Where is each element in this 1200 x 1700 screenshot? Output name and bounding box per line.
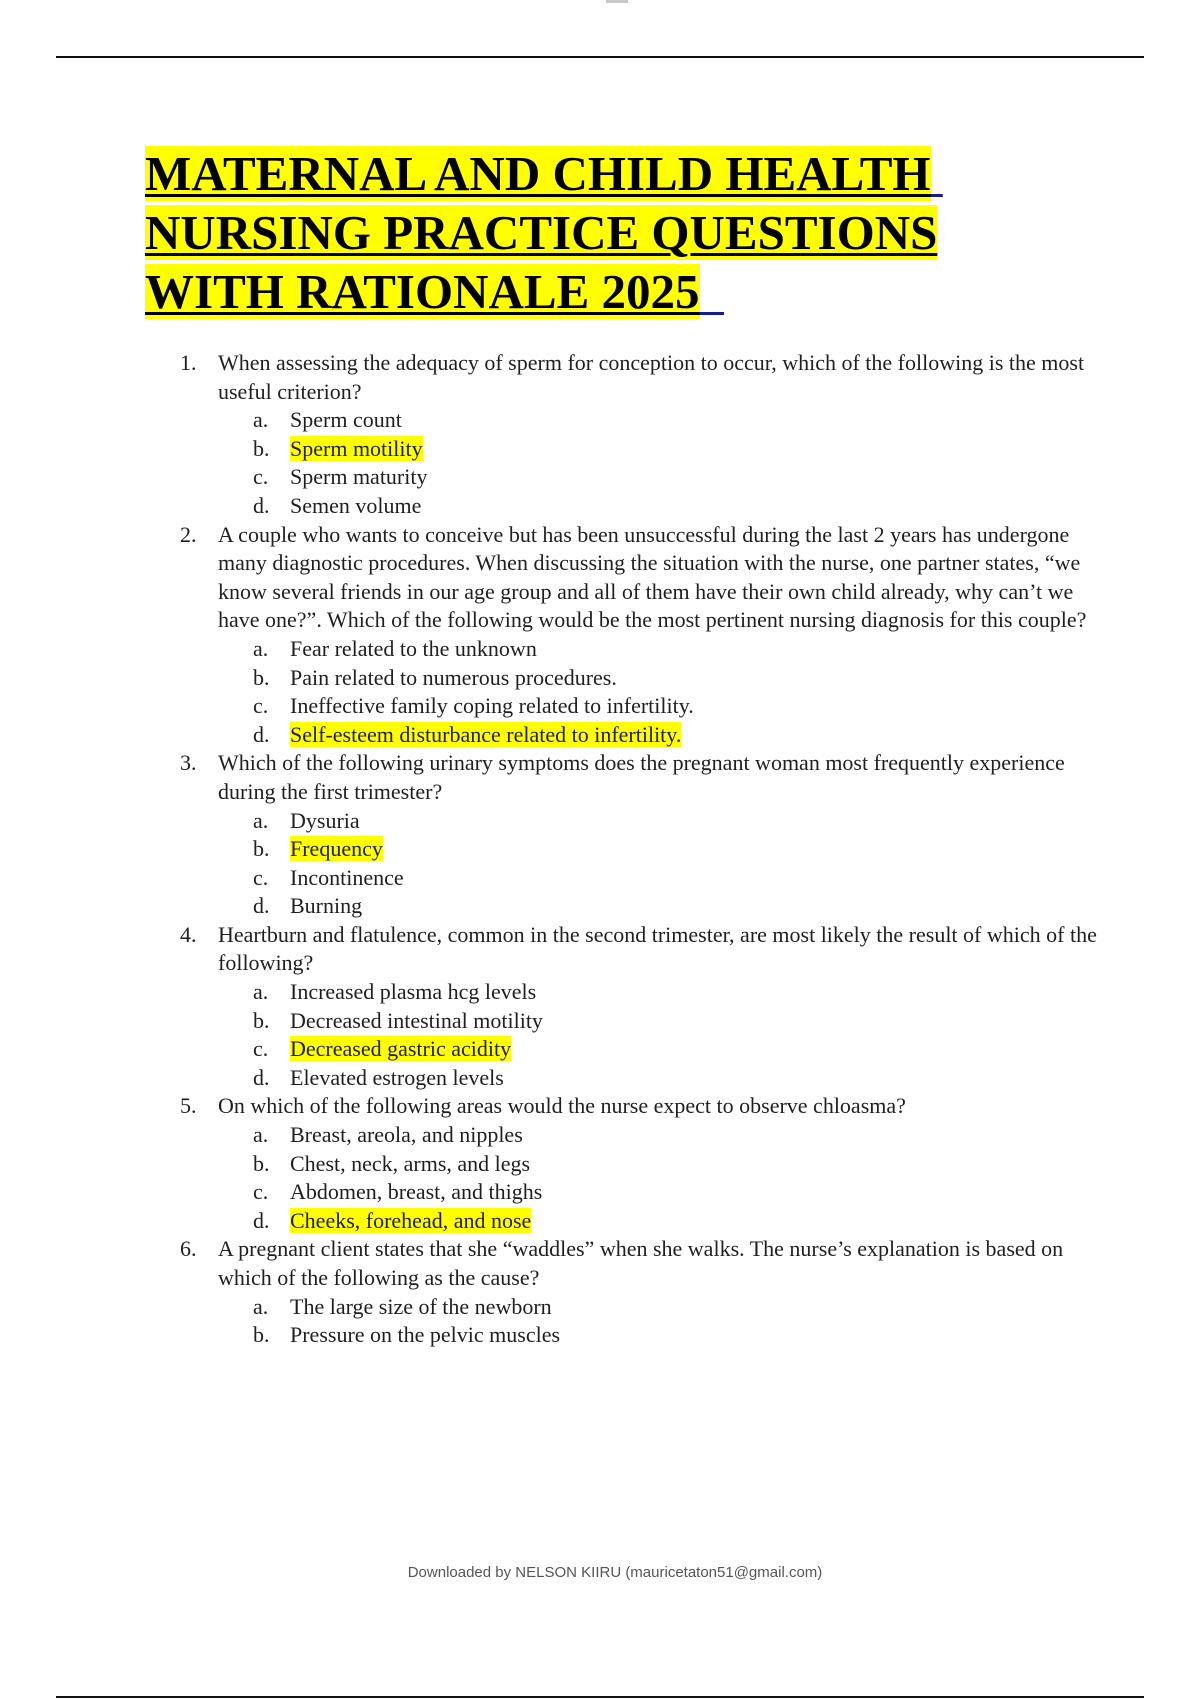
highlighted-answer: Frequency [290,836,383,862]
option-text: Breast, areola, and nipples [290,1122,523,1148]
highlighted-answer: Decreased gastric acidity [290,1036,512,1062]
option-list [218,978,1100,1092]
question-list [180,349,1100,1350]
option-a: a. The large size of the newborn [253,1293,552,1319]
question-number: 1. [180,350,197,375]
page-top-marker [606,0,628,3]
option-b-answer: b. Frequency [253,836,383,862]
question-text: A couple who wants to conceive but has been unsuccessful during the last 2 years has undergone many diagnostic procedures. When discussing the situation with the nurse, one partner states, “we know several friends in our age group and all of them have their own child already, why can’t we have one?”. Which of the following would be the most pertinent nursing diagnosis for this couple? [218,521,1087,633]
question-number: 4. [180,921,197,947]
option-text: Ineffective family coping related to infertility. [290,693,694,719]
option-a: a. Fear related to the unknown [253,635,537,661]
option-d-answer: d. Cheeks, forehead, and nose [253,1207,532,1233]
option-text: Elevated estrogen levels [290,1064,504,1090]
option-text: The large size of the newborn [290,1293,552,1319]
option-d-answer: d. Self-esteem disturbance related to infertility. [253,721,682,747]
option-c: c. Incontinence [253,864,404,890]
question-2 [180,521,1100,750]
option-list [218,1293,1100,1350]
highlighted-answer: Self-esteem disturbance related to infertility. [290,721,682,747]
question-text: Which of the following urinary symptoms does the pregnant woman most frequently experience during the first trimester? [218,750,1065,804]
option-a: a. Breast, areola, and nipples [253,1122,523,1148]
highlighted-answer: Sperm motility [290,435,423,461]
title-line-1: MATERNAL AND CHILD HEALTH [145,146,931,201]
option-text: Fear related to the unknown [290,635,537,661]
option-c: c. Sperm maturity [253,464,428,490]
question-5 [180,1092,1100,1235]
option-text: Increased plasma hcg levels [290,979,537,1005]
option-a: a. Dysuria [253,807,360,833]
top-rule [56,56,1144,58]
option-b: b. Chest, neck, arms, and legs [253,1150,531,1176]
title-line-3: WITH RATIONALE 2025 [145,264,700,319]
question-number: 5. [180,1093,197,1119]
question-6 [180,1235,1100,1349]
option-c: c. Abdomen, breast, and thighs [253,1179,543,1205]
question-1 [180,349,1100,521]
option-text: Pressure on the pelvic muscles [290,1322,561,1348]
option-b: b. Pain related to numerous procedures. [253,664,617,690]
question-number: 2. [180,521,197,547]
option-d: d. Semen volume [253,492,422,518]
option-text: Decreased intestinal motility [290,1007,543,1033]
option-list [218,406,1100,520]
question-text: A pregnant client states that she “waddles” when she walks. The nurse’s explanation is based on which of the following as the cause? [218,1236,1064,1290]
option-text: Sperm maturity [290,464,428,490]
option-list [218,1121,1100,1235]
option-d: d. Elevated estrogen levels [253,1064,504,1090]
option-text: Dysuria [290,807,360,833]
question-text: When assessing the adequacy of sperm for conception to occur, which of the following is the most useful criterion? [218,350,1085,404]
document-title [145,144,1045,321]
option-c-answer: c. Decreased gastric acidity [253,1036,512,1062]
option-list [218,807,1100,921]
title-line-2: NURSING PRACTICE QUESTIONS [145,205,938,260]
download-footer: Downloaded by NELSON KIIRU (mauricetaton51@gmail.com) [407,1564,823,1581]
option-text: Semen volume [290,492,422,518]
option-b-answer: b. Sperm motility [253,435,423,461]
option-text: Abdomen, breast, and thighs [290,1179,543,1205]
question-4 [180,921,1100,1093]
option-a: a. Increased plasma hcg levels [253,979,537,1005]
option-c: c. Ineffective family coping related to infertility. [253,693,694,719]
option-text: Incontinence [290,864,404,890]
option-b: b. Decreased intestinal motility [253,1007,543,1033]
bottom-rule [56,1696,1144,1698]
question-3 [180,749,1100,921]
question-number: 6. [180,1236,197,1262]
option-a: a. Sperm count [253,407,402,433]
option-text: Chest, neck, arms, and legs [290,1150,531,1176]
highlighted-answer: Cheeks, forehead, and nose [290,1207,532,1233]
option-d: d. Burning [253,893,363,919]
question-text: Heartburn and flatulence, common in the second trimester, are most likely the result of which of the following? [218,921,1097,976]
option-text: Sperm count [290,407,402,433]
question-number: 3. [180,750,197,776]
option-text: Burning [290,893,363,919]
question-text: On which of the following areas would the nurse expect to observe chloasma? [218,1093,906,1119]
option-text: Pain related to numerous procedures. [290,664,617,690]
option-b: b. Pressure on the pelvic muscles [253,1322,561,1348]
option-list [218,635,1100,749]
